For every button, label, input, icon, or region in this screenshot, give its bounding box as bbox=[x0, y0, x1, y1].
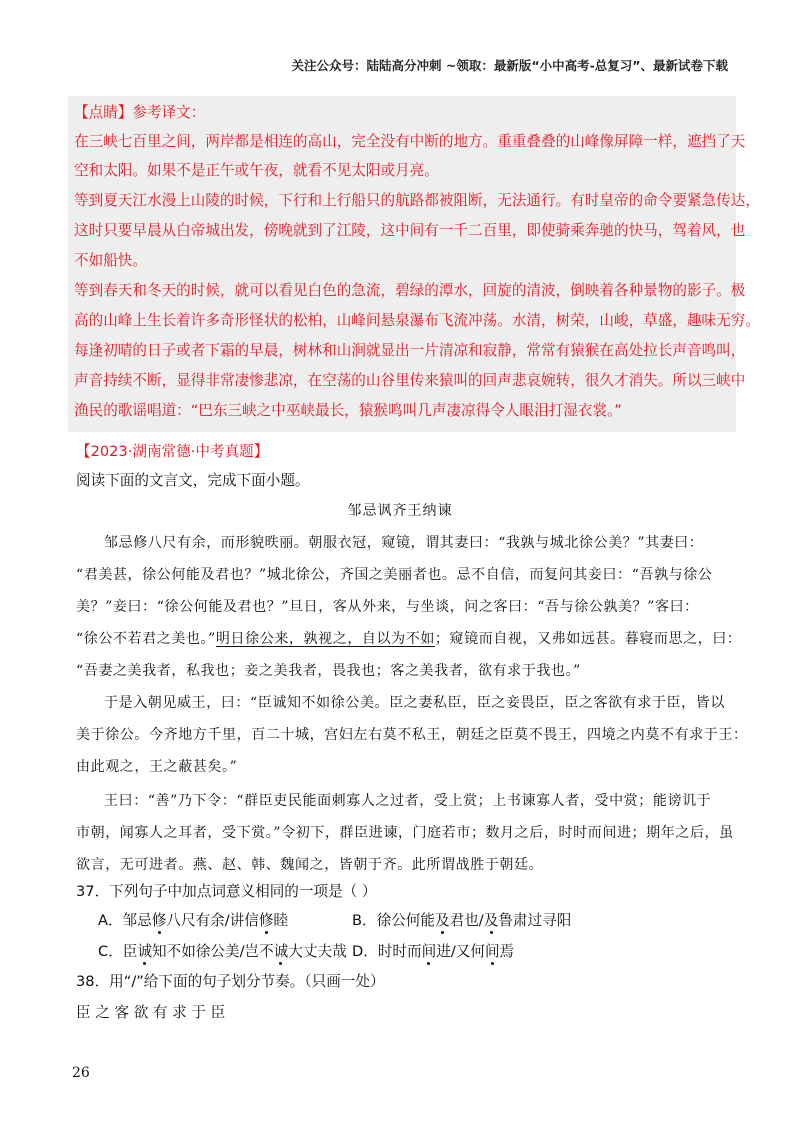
dotted-word: 间 bbox=[484, 943, 500, 960]
article-title: 邹忌讽齐王纳谏 bbox=[347, 503, 453, 519]
note-line: 在三峡七百里之间，两岸都是相连的高山，完全没有中断的地方。重重叠叠的山峰像屏障一样，遮挡了天 bbox=[74, 133, 746, 150]
article-line: 美于徐公。今齐地方千里，百二十城，宫妇左右莫不私王，朝廷之臣莫不畏王，四境之内莫不有求于王： bbox=[76, 727, 748, 743]
dotted-word: 间 bbox=[421, 943, 437, 960]
question-38-sentence: 臣 之 客 欲 有 求 于 臣 bbox=[76, 1004, 226, 1021]
note-title: 【点睛】参考译文： bbox=[74, 104, 206, 121]
option-text: 八尺有余/讲信 bbox=[166, 912, 259, 929]
note-line: 空和太阳。如果不是正午或午夜，就看不见太阳或月亮。 bbox=[74, 162, 439, 179]
option-text: 大丈夫哉 bbox=[288, 943, 347, 960]
option-text: B．徐公何能 bbox=[352, 912, 435, 929]
option-text: 焉 bbox=[499, 943, 515, 960]
note-line: 等到春天和冬天的时候，就可以看见白色的急流，碧绿的潭水，回旋的清波，倒映着各种景物的影子。极 bbox=[74, 282, 746, 299]
option-d[interactable] bbox=[352, 940, 514, 961]
article-line: 美？”妾曰：“徐公何能及君也？”旦日，客从外来，与坐谈，问之客曰：“吾与徐公孰美？”客曰： bbox=[76, 599, 699, 615]
dotted-word: 修 bbox=[151, 912, 167, 929]
option-text: A．邹忌 bbox=[98, 912, 152, 929]
article-line: “吾妻之美我者，私我也；妾之美我者，畏我也；客之美我者，欲有求于我也。” bbox=[76, 663, 581, 679]
option-text: 君也/ bbox=[449, 912, 484, 929]
page-number: 26 bbox=[72, 1065, 90, 1081]
option-text: 鲁肃过寻阳 bbox=[498, 912, 572, 929]
note-line: 高的山峰上生长着许多奇形怪状的松柏，山峰间悬泉瀑布飞流冲荡。水清，树荣，山峻，草盛，趣味无穷。 bbox=[74, 312, 760, 329]
note-line: 渔民的歌谣唱道：“巴东三峡之中巫峡最长，猿猴鸣叫几声凄凉得令人眼泪打湿衣裳。” bbox=[74, 402, 622, 419]
article-line: 王曰：“善”乃下令：“群臣吏民能面刺寡人之过者，受上赏；上书谏寡人者，受中赏；能谤讥于 bbox=[104, 793, 712, 809]
note-line: 等到夏天江水漫上山陵的时候，下行和上行船只的航路都被阻断，无法通行。有时皇帝的命令要紧急传达， bbox=[74, 192, 760, 209]
dotted-word: 及 bbox=[483, 912, 499, 929]
article-line: 欲言，无可进者。燕、赵、韩、魏闻之，皆朝于齐。此所谓战胜于朝廷。 bbox=[76, 857, 544, 873]
dotted-word: 修 bbox=[258, 912, 274, 929]
option-b[interactable] bbox=[352, 909, 571, 930]
note-line: 每逢初晴的日子或者下霜的早晨，树林和山涧就显出一片清凉和寂静，常常有猿猴在高处拉长声音鸣叫， bbox=[74, 342, 746, 359]
dotted-word: 诚 bbox=[273, 943, 289, 960]
article-line: 市朝，闻寡人之耳者，受下赏。”令初下，群臣进谏，门庭若市；数月之后，时时而间进；期年之后，虽 bbox=[76, 825, 734, 841]
option-text: 睦 bbox=[273, 912, 289, 929]
article-line: 由此观之，王之蔽甚矣。” bbox=[76, 759, 238, 775]
article-line: 邹忌修八尺有余，而形貌昳丽。朝服衣冠，窥镜，谓其妻曰：“我孰与城北徐公美？”其妻曰： bbox=[104, 535, 704, 551]
question-source: 【2023·湖南常德·中考真题】 bbox=[76, 443, 269, 460]
note-line: 声音持续不断，显得非常凄惨悲凉，在空荡的山谷里传来猿叫的回声悲哀婉转，很久才消失。所以三峡中 bbox=[74, 372, 746, 389]
option-text: C．臣 bbox=[98, 943, 138, 960]
page-header: 关注公众号：陆陆高分冲刺 ~领取：最新版“小中高考-总复习”、最新试卷下载 bbox=[291, 58, 728, 73]
article-text: ；窥镜而自视，又弗如远甚。暮寝而思之，曰： bbox=[434, 631, 742, 647]
underlined-sentence: 明日徐公来，孰视之，自以为不如 bbox=[215, 631, 435, 647]
article-line: 于是入朝见威王，曰：“臣诚知不如徐公美。臣之妻私臣，臣之妾畏臣，臣之客欲有求于臣，皆以 bbox=[104, 695, 725, 711]
dotted-word: 及 bbox=[434, 912, 450, 929]
option-a[interactable] bbox=[98, 909, 288, 930]
question-37-stem: 37．下列句子中加点词意义相同的一项是（ ） bbox=[76, 883, 377, 900]
dotted-word: 诚 bbox=[137, 943, 152, 960]
note-line: 这时只要早晨从白帝城出发，傍晚就到了江陵，这中间有一千二百里，即使骑乘奔驰的快马，驾着风，也 bbox=[74, 222, 746, 239]
option-c[interactable] bbox=[98, 940, 347, 961]
question-38-stem: 38．用“/”给下面的句子划分节奏。（只画一处） bbox=[76, 973, 385, 990]
note-line: 不如船快。 bbox=[74, 252, 147, 269]
reading-instruction: 阅读下面的文言文，完成下面小题。 bbox=[76, 472, 310, 489]
option-text: 知不如徐公美/岂不 bbox=[152, 943, 274, 960]
article-line: “君美甚，徐公何能及君也？”城北徐公，齐国之美丽者也。忌不自信，而复问其妾曰：“吾孰与徐公 bbox=[76, 567, 713, 583]
article-line bbox=[76, 628, 742, 648]
option-text: 进/又何 bbox=[436, 943, 485, 960]
article-text: “徐公不若君之美也。” bbox=[76, 631, 216, 647]
option-text: D．时时而 bbox=[352, 943, 422, 960]
